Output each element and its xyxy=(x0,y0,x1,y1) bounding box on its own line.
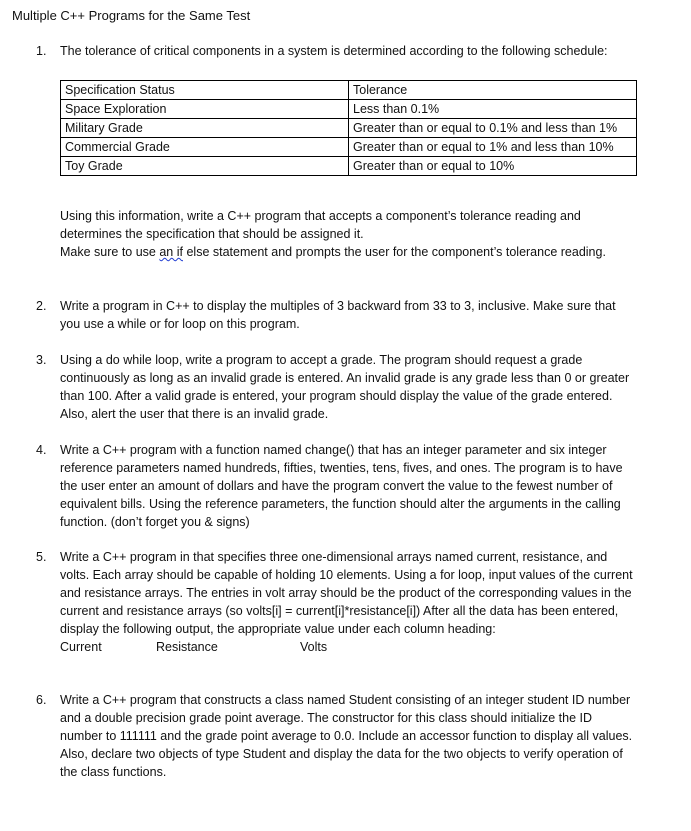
table-row xyxy=(61,138,637,157)
question-number: 3. xyxy=(36,353,47,367)
question-3-text: Using a do while loop, write a program to accept a grade. The program should request a grade continuously as long as an invalid grade is entered. An invalid grade is any grade less than 0 or greater than 100. After a valid grade is entered, your program should display the value of the grade entered. Also, alert the user that there is an invalid grade. xyxy=(60,353,630,421)
question-5-text: Write a C++ program in that specifies three one-dimensional arrays named current, resistance, and volts. Each array should be capable of holding 10 elements. Using a for loop, input values of the current and resistance arrays. The entries in volt array should be the product of the corresponding values in the current and resistance arrays (so volts[i] = current[i]*resistance[i]) After all the data has been entered, display the following output, the appropriate value under each column heading: xyxy=(60,550,633,636)
column-heading: Resistance xyxy=(156,640,218,654)
spellcheck-flagged-text: an if xyxy=(159,245,183,259)
question-number: 1. xyxy=(36,44,47,58)
document-title: Multiple C++ Programs for the Same Test xyxy=(12,8,251,23)
question-1-paragraph: Using this information, write a C++ program that accepts a component’s tolerance reading and determines the specification that should be assigned it. xyxy=(60,209,581,241)
question-1-paragraph xyxy=(60,243,636,261)
question-4 xyxy=(36,441,636,531)
table-row xyxy=(61,119,637,138)
question-3 xyxy=(36,351,636,423)
column-heading: Current xyxy=(60,640,102,654)
tolerance-table xyxy=(60,80,637,176)
question-1-body xyxy=(36,207,636,261)
question-number: 6. xyxy=(36,693,47,707)
question-2 xyxy=(36,297,636,333)
question-4-text: Write a C++ program with a function named change() that has an integer parameter and six integer reference parameters named hundreds, fifties, twenties, tens, fives, and ones. The program is to have the user enter an amount of dollars and have the program convert the value to the fewest number of equivalent bills. Using the reference parameters, the function should alter the arguments in the calling function. (don’t forget you & signs) xyxy=(60,443,623,529)
table-header-cell: Tolerance xyxy=(349,81,637,100)
table-cell: Space Exploration xyxy=(61,100,349,119)
question-2-text: Write a program in C++ to display the multiples of 3 backward from 33 to 3, inclusive. Make sure that you use a while or for loop on this program. xyxy=(60,299,616,331)
table-header-cell: Specification Status xyxy=(61,81,349,100)
question-number: 2. xyxy=(36,299,47,313)
question-5 xyxy=(36,548,636,656)
table-cell: Toy Grade xyxy=(61,157,349,176)
table-row xyxy=(61,100,637,119)
column-heading: Volts xyxy=(300,640,328,654)
table-cell: Greater than or equal to 0.1% and less than 1% xyxy=(349,119,637,138)
question-6-text: Write a C++ program that constructs a class named Student consisting of an integer student ID number and a double precision grade point average. The constructor for this class should initialize the ID number to 111111 and the grade point average to 0.0. Include an accessor function to display all values. Also, declare two objects of type Student and display the data for the two objects to verify operation of the class functions. xyxy=(60,693,633,779)
question-number: 5. xyxy=(36,550,47,564)
table-cell: Military Grade xyxy=(61,119,349,138)
table-cell: Greater than or equal to 10% xyxy=(349,157,637,176)
table-header-row xyxy=(61,81,637,100)
output-column-headings xyxy=(60,638,636,656)
question-1-intro: The tolerance of critical components in a system is determined according to the following schedule: xyxy=(60,44,608,58)
question-6 xyxy=(36,691,636,781)
table-cell: Greater than or equal to 1% and less than 10% xyxy=(349,138,637,157)
text-run: Make sure to use xyxy=(60,245,160,259)
table-row xyxy=(61,157,637,176)
table-cell: Less than 0.1% xyxy=(349,100,637,119)
question-number: 4. xyxy=(36,443,47,457)
question-1 xyxy=(36,42,636,60)
text-run: else statement and prompts the user for the component’s tolerance reading. xyxy=(183,245,606,259)
table-cell: Commercial Grade xyxy=(61,138,349,157)
